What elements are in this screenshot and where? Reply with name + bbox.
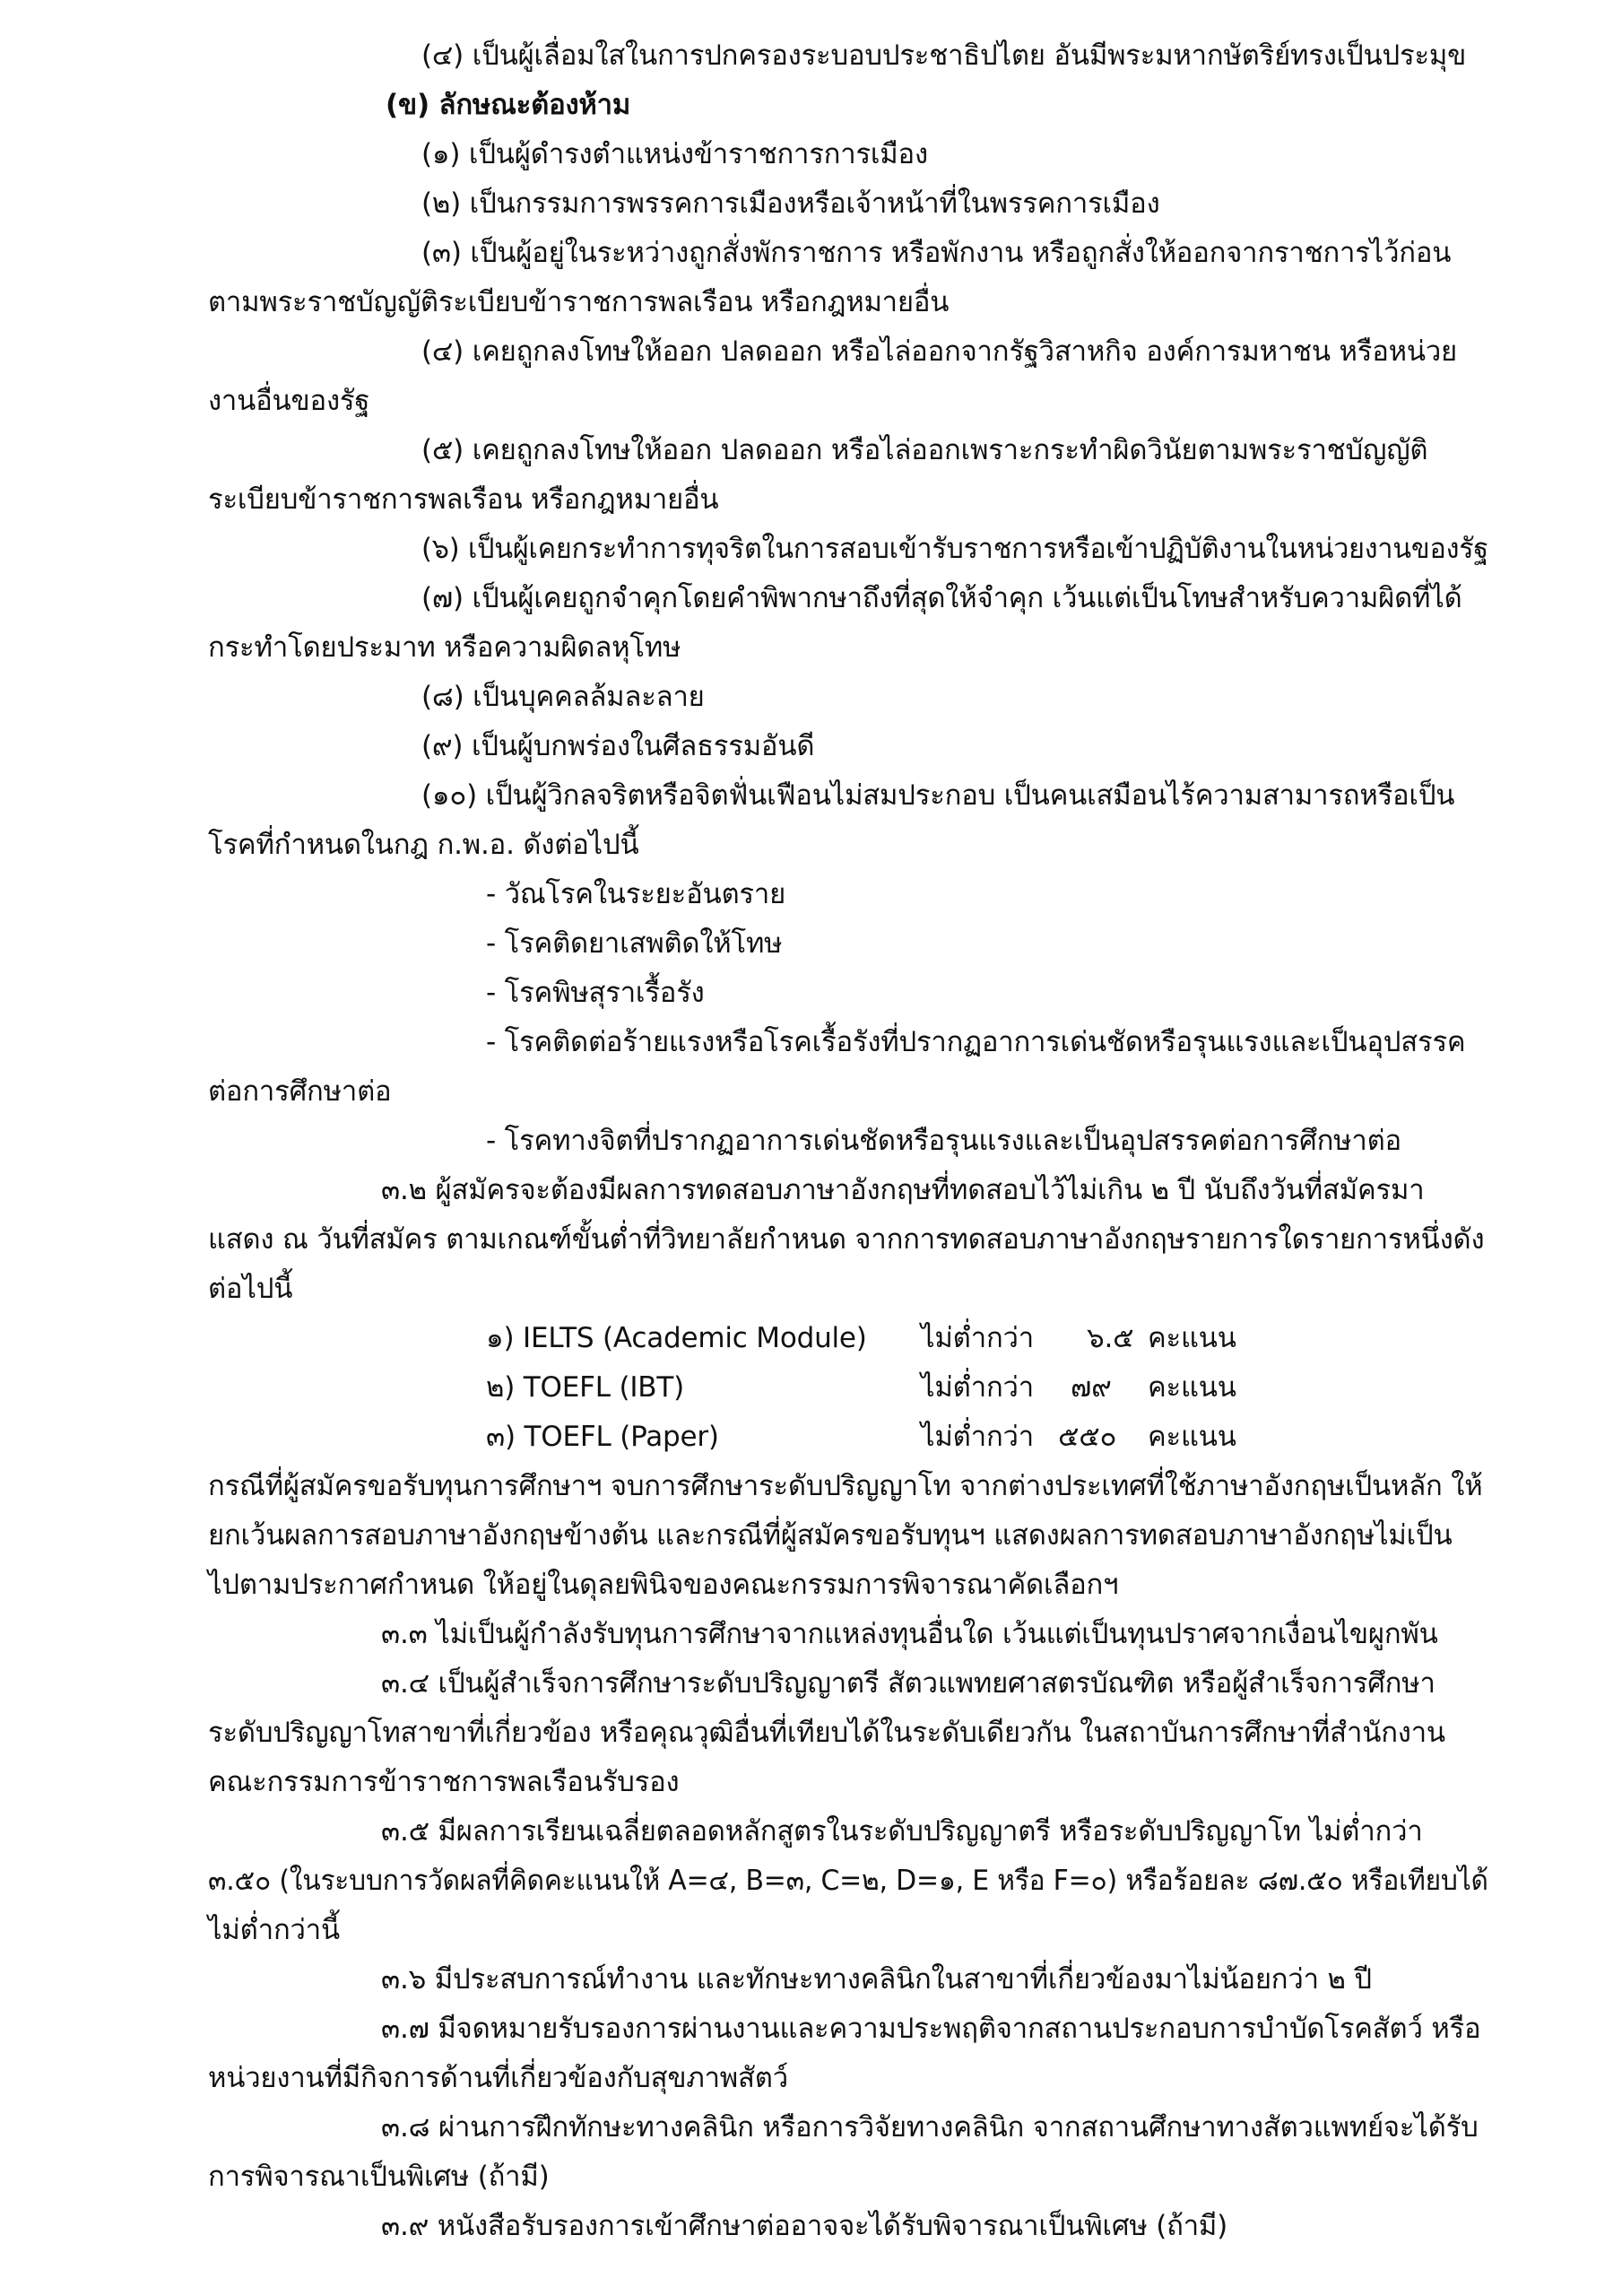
prohibited-item-7: (๗) เป็นผู้เคยถูกจำคุกโดยคำพิพากษาถึงที่สุดให้จำคุก เว้นแต่เป็นโทษสำหรับความผิดที่ได้ <box>421 582 1462 614</box>
disease-item-4-cont: ต่อการศึกษาต่อ <box>208 1075 392 1108</box>
clause-3-2-cont-1: แสดง ณ วันที่สมัคร ตามเกณฑ์ขั้นต่ำที่วิทยาลัยกำหนด จากการทดสอบภาษาอังกฤษรายการใดรายการหนึ่งดัง <box>208 1223 1485 1256</box>
clause-3-8: ๓.๘ ผ่านการฝึกทักษะทางคลินิก หรือการวิจัยทางคลินิก จากสถานศึกษาทางสัตวแพทย์จะได้รับ <box>381 2111 1479 2144</box>
test-score: ๖.๕ <box>1087 1322 1134 1354</box>
clause-3-4: ๓.๔ เป็นผู้สำเร็จการศึกษาระดับปริญญาตรี สัตวแพทยศาสตรบัณฑิต หรือผู้สำเร็จการศึกษา <box>381 1667 1436 1700</box>
prohibited-item-3-cont: ตามพระราชบัญญัติระเบียบข้าราชการพลเรือน หรือกฎหมายอื่น <box>208 286 950 318</box>
test-condition: ไม่ต่ำกว่า <box>921 1322 1034 1354</box>
exemption-paragraph-2: ยกเว้นผลการสอบภาษาอังกฤษข้างต้น และกรณีที่ผู้สมัครขอรับทุนฯ แสดงผลการทดสอบภาษาอังกฤษไม่เป็น <box>208 1519 1453 1552</box>
prohibited-item-8: (๘) เป็นบุคคลล้มละลาย <box>421 681 705 713</box>
clause-3-8-cont: การพิจารณาเป็นพิเศษ (ถ้ามี) <box>208 2161 550 2193</box>
disease-item-4: - โรคติดต่อร้ายแรงหรือโรคเรื้อรังที่ปรากฏอาการเด่นชัดหรือรุนแรงและเป็นอุปสรรค <box>486 1026 1466 1058</box>
prohibited-item-3: (๓) เป็นผู้อยู่ในระหว่างถูกสั่งพักราชการ หรือพักงาน หรือถูกสั่งให้ออกจากราชการไว้ก่อน <box>421 237 1452 269</box>
test-condition: ไม่ต่ำกว่า <box>921 1421 1034 1453</box>
clause-3-2-cont-2: ต่อไปนี้ <box>208 1273 293 1305</box>
prohibited-item-7-cont: กระทำโดยประมาท หรือความผิดลหุโทษ <box>208 631 681 664</box>
clause-3-7: ๓.๗ มีจดหมายรับรองการผ่านงานและความประพฤติจากสถานประกอบการบำบัดโรคสัตว์ หรือ <box>381 2013 1481 2045</box>
test-unit: คะแนน <box>1148 1322 1236 1354</box>
test-name: ๓) TOEFL (Paper) <box>486 1421 719 1453</box>
clause-3-4-cont-1: ระดับปริญญาโทสาขาที่เกี่ยวข้อง หรือคุณวุฒิอื่นที่เทียบได้ในระดับเดียวกัน ในสถาบันการศึกษาที่สำนักงาน <box>208 1717 1445 1749</box>
item-4-democracy: (๔) เป็นผู้เลื่อมใสในการปกครองระบอบประชาธิปไตย อันมีพระมหากษัตริย์ทรงเป็นประมุข <box>421 39 1467 72</box>
prohibited-item-1: (๑) เป็นผู้ดำรงตำแหน่งข้าราชการการเมือง <box>421 138 928 170</box>
test-name: ๑) IELTS (Academic Module) <box>486 1322 867 1354</box>
clause-3-9: ๓.๙ หนังสือรับรองการเข้าศึกษาต่ออาจจะได้รับพิจารณาเป็นพิเศษ (ถ้ามี) <box>381 2210 1228 2242</box>
disease-item-3: - โรคพิษสุราเรื้อรัง <box>486 977 705 1009</box>
clause-3-6: ๓.๖ มีประสบการณ์ทำงาน และทักษะทางคลินิกในสาขาที่เกี่ยวข้องมาไม่น้อยกว่า ๒ ปี <box>381 1963 1372 1996</box>
clause-3-5: ๓.๕ มีผลการเรียนเฉลี่ยตลอดหลักสูตรในระดับปริญญาตรี หรือระดับปริญญาโท ไม่ต่ำกว่า <box>381 1815 1423 1848</box>
test-unit: คะแนน <box>1148 1421 1236 1453</box>
exemption-paragraph-3: ไปตามประกาศกำหนด ให้อยู่ในดุลยพินิจของคณะกรรมการพิจารณาคัดเลือกฯ <box>208 1569 1119 1601</box>
test-name: ๒) TOEFL (IBT) <box>486 1371 684 1404</box>
prohibited-item-10: (๑๐) เป็นผู้วิกลจริตหรือจิตฟั่นเฟือนไม่สมประกอบ เป็นคนเสมือนไร้ความสามารถหรือเป็น <box>421 779 1455 812</box>
prohibited-item-5: (๕) เคยถูกลงโทษให้ออก ปลดออก หรือไล่ออกเพราะกระทำผิดวินัยตามพระราชบัญญัติ <box>421 434 1428 466</box>
prohibited-item-5-cont: ระเบียบข้าราชการพลเรือน หรือกฎหมายอื่น <box>208 483 719 516</box>
clause-3-5-cont-1: ๓.๕๐ (ในระบบการวัดผลที่คิดคะแนนให้ A=๔, B=๓, C=๒, D=๑, E หรือ F=๐) หรือร้อยละ ๘๗.๕๐ หรือเทียบได้ <box>208 1865 1488 1897</box>
prohibited-item-4-cont: งานอื่นของรัฐ <box>208 385 370 417</box>
prohibited-item-10-cont: โรคที่กำหนดในกฎ ก.พ.อ. ดังต่อไปนี้ <box>208 829 639 861</box>
clause-3-5-cont-2: ไม่ต่ำกว่านี้ <box>208 1914 340 1946</box>
clause-3-4-cont-2: คณะกรรมการข้าราชการพลเรือนรับรอง <box>208 1766 680 1798</box>
prohibited-item-9: (๙) เป็นผู้บกพร่องในศีลธรรมอันดี <box>421 730 815 762</box>
prohibited-item-2: (๒) เป็นกรรมการพรรคการเมืองหรือเจ้าหน้าที่ในพรรคการเมือง <box>421 187 1160 220</box>
test-score: ๕๕๐ <box>1058 1421 1117 1453</box>
disease-item-1: - วัณโรคในระยะอันตราย <box>486 878 786 910</box>
disease-item-2: - โรคติดยาเสพติดให้โทษ <box>486 927 783 960</box>
exemption-paragraph-1: กรณีที่ผู้สมัครขอรับทุนการศึกษาฯ จบการศึกษาระดับปริญญาโท จากต่างประเทศที่ใช้ภาษาอังกฤษเป็นหลัก ให้ <box>208 1470 1483 1502</box>
disease-item-5: - โรคทางจิตที่ปรากฏอาการเด่นชัดหรือรุนแรงและเป็นอุปสรรคต่อการศึกษาต่อ <box>486 1125 1401 1157</box>
test-condition: ไม่ต่ำกว่า <box>921 1371 1034 1404</box>
section-heading-prohibited: (ข) ลักษณะต้องห้าม <box>386 89 631 121</box>
prohibited-item-4: (๔) เคยถูกลงโทษให้ออก ปลดออก หรือไล่ออกจากรัฐวิสาหกิจ องค์การมหาชน หรือหน่วย <box>421 335 1458 368</box>
prohibited-item-6: (๖) เป็นผู้เคยกระทำการทุจริตในการสอบเข้ารับราชการหรือเข้าปฏิบัติงานในหน่วยงานของรัฐ <box>421 533 1489 565</box>
test-unit: คะแนน <box>1148 1371 1236 1404</box>
clause-3-3: ๓.๓ ไม่เป็นผู้กำลังรับทุนการศึกษาจากแหล่งทุนอื่นใด เว้นแต่เป็นทุนปราศจากเงื่อนไขผูกพัน <box>381 1618 1438 1650</box>
clause-3-2: ๓.๒ ผู้สมัครจะต้องมีผลการทดสอบภาษาอังกฤษที่ทดสอบไว้ไม่เกิน ๒ ปี นับถึงวันที่สมัครมา <box>381 1174 1425 1206</box>
clause-3-7-cont: หน่วยงานที่มีกิจการด้านที่เกี่ยวข้องกับสุขภาพสัตว์ <box>208 2062 788 2094</box>
test-score: ๗๙ <box>1071 1371 1112 1404</box>
